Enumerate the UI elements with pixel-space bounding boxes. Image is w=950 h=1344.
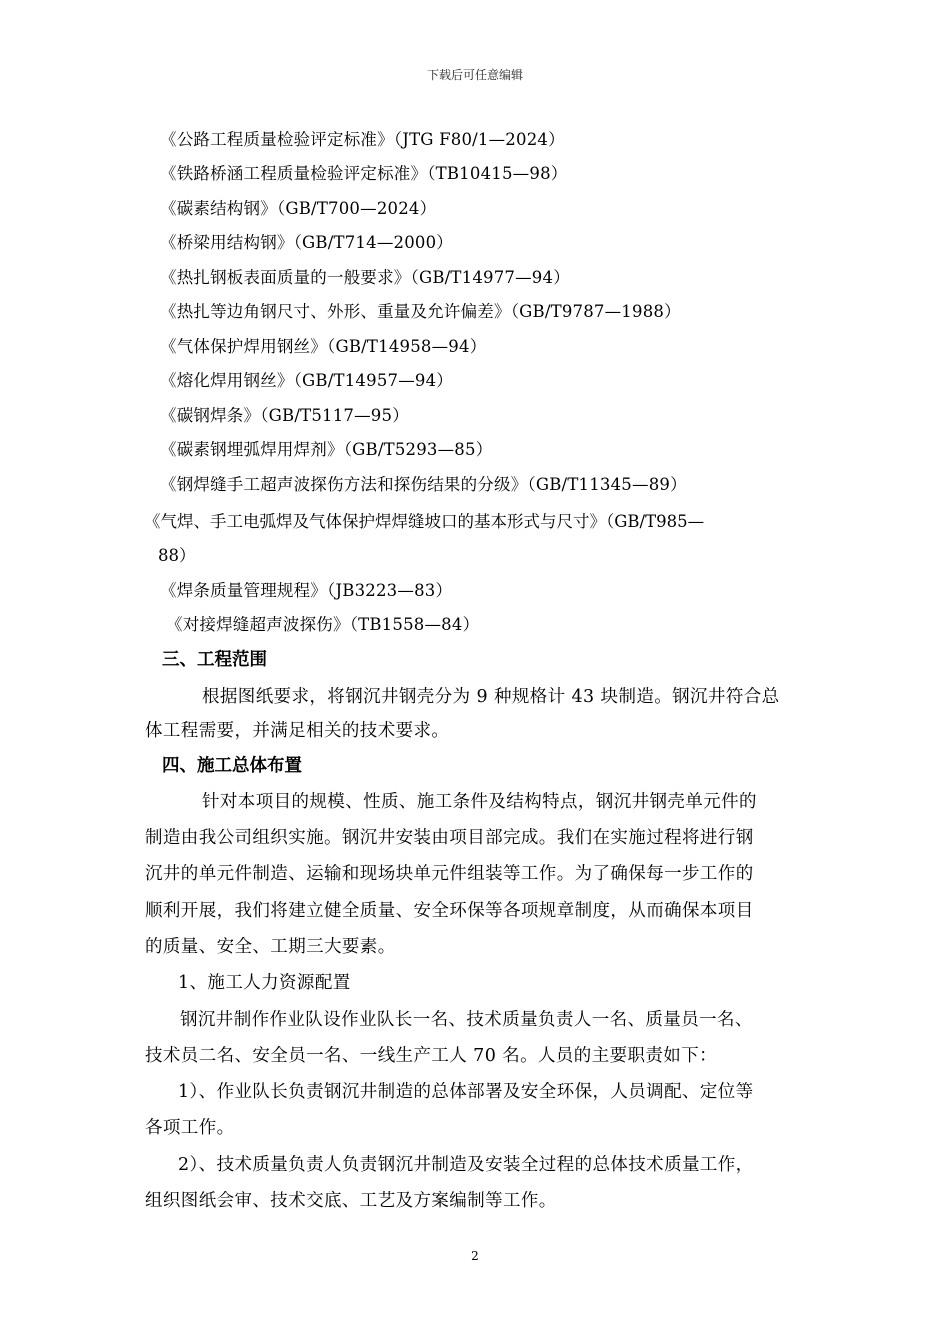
standard-item: 《对接焊缝超声波探伤》（TB1558—84） [166,615,480,634]
paragraph-line: 技术员二名、安全员一名、一线生产工人 70 名。人员的主要职责如下： [145,1046,717,1066]
standard-item: 《碳素结构钢》（GB/T700—2024） [160,199,437,218]
standard-item: 《铁路桥涵工程质量检验评定标准》（TB10415—98） [160,164,568,183]
paragraph-line: 体工程需要，并满足相关的技术要求。 [145,721,450,741]
paragraph-line: 2）、技术质量负责人负责钢沉井制造及安装全过程的总体技术质量工作， [178,1155,754,1175]
standard-item: 《碳钢焊条》（GB/T5117—95） [160,406,409,425]
paragraph-line: 钢沉井制作作业队设作业队长一名、技术质量负责人一名、质量员一名、 [180,1010,753,1030]
standard-item-continuation: 88） [158,546,196,565]
standard-item: 《热扎等边角钢尺寸、外形、重量及允许偏差》（GB/T9787—1988） [160,302,681,321]
page-header-note: 下载后可任意编辑 [426,68,523,82]
section-heading-scope: 三、工程范围 [162,650,267,670]
paragraph-line: 1）、作业队长负责钢沉井制造的总体部署及安全环保，人员调配、定位等 [178,1082,754,1102]
paragraph-line: 的质量、安全、工期三大要素。 [145,937,396,957]
standard-item: 《钢焊缝手工超声波探伤方法和探伤结果的分级》（GB/T11345—89） [160,475,687,494]
paragraph-line: 制造由我公司组织实施。钢沉井安装由项目部完成。我们在实施过程将进行钢 [145,828,754,848]
subheading-staffing: 1、施工人力资源配置 [178,973,351,993]
section-heading-layout: 四、施工总体布置 [162,756,302,776]
standard-item: 《热扎钢板表面质量的一般要求》（GB/T14977—94） [160,268,570,287]
paragraph-line: 根据图纸要求，将钢沉井钢壳分为 9 种规格计 43 块制造。钢沉井符合总 [202,687,780,707]
paragraph-line: 顺利开展，我们将建立健全质量、安全环保等各项规章制度，从而确保本项目 [145,901,754,921]
paragraph-line: 各项工作。 [145,1118,235,1138]
paragraph-line: 沉井的单元件制造、运输和现场块单元件组装等工作。为了确保每一步工作的 [145,864,754,884]
standard-item: 《焊条质量管理规程》（JB3223—83） [160,581,453,600]
paragraph-line: 针对本项目的规模、性质、施工条件及结构特点，钢沉井钢壳单元件的 [202,792,757,812]
standard-item: 《气焊、手工电弧焊及气体保护焊焊缝坡口的基本形式与尺寸》（GB/T985— [144,512,705,531]
paragraph-line: 组织图纸会审、技术交底、工艺及方案编制等工作。 [145,1191,557,1211]
standard-item: 《公路工程质量检验评定标准》（JTG F80/1—2024） [160,130,565,149]
standard-item: 《气体保护焊用钢丝》（GB/T14958—94） [160,337,487,356]
page-number: 2 [471,1249,479,1263]
standard-item: 《桥梁用结构钢》（GB/T714—2000） [160,233,454,252]
standard-item: 《熔化焊用钢丝》（GB/T14957—94） [160,371,454,390]
standard-item: 《碳素钢埋弧焊用焊剂》（GB/T5293—85） [160,440,493,459]
